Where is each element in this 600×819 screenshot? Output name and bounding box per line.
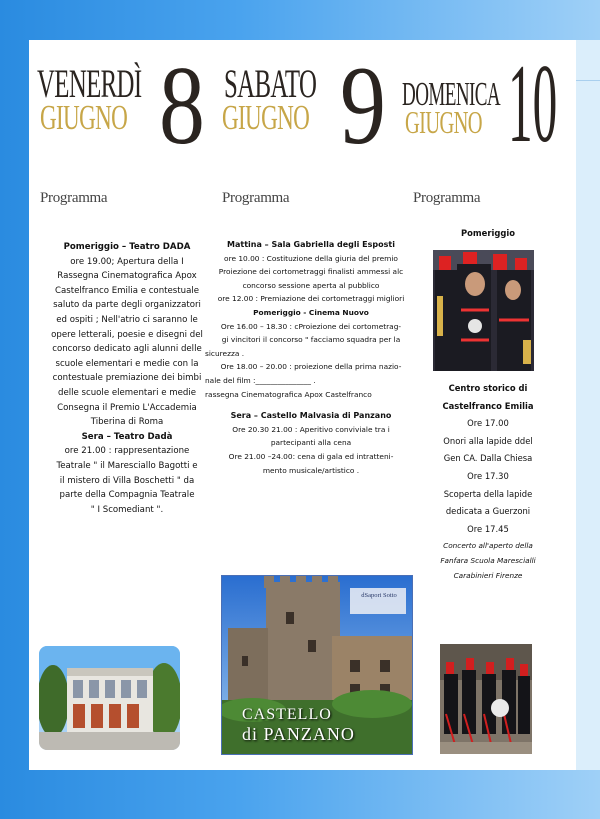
program-line: scuole elementari e medie con la: [55, 358, 199, 369]
program-line: Tiberina di Roma: [90, 417, 164, 428]
program-line: Carabinieri Firenze: [453, 571, 523, 581]
castle-caption-2: di PANZANO: [242, 724, 355, 744]
program-line: Fanfara Scuola Marescialli: [440, 556, 536, 566]
sunday-day: DOMENICA: [402, 76, 501, 113]
castello-panzano-photo: [221, 575, 413, 755]
program-line: sicurezza .: [205, 348, 245, 358]
program-line: Scoperta della lapide: [443, 488, 533, 499]
program-line: Ore 20.30 21.00 : Aperitivo conviviale tra i: [232, 424, 390, 434]
program-line: nale del film :_______________ .: [205, 375, 316, 385]
program-line: il mistero di Villa Boschetti " da: [59, 475, 195, 486]
program-line: Ore 17.30: [467, 470, 509, 481]
program-line: mento musicale/artistico .: [262, 465, 360, 475]
sunday-program-details: [432, 380, 544, 583]
program-line: Ore 21.00 –24.00: cena di gala ed intratteni-: [228, 451, 394, 461]
castle-logo-text: dSapori Sotto: [361, 592, 397, 599]
sunday-month: GIUGNO: [405, 104, 482, 140]
program-line: Concerto all'aperto della: [443, 541, 533, 551]
program-line: Teatrale " il Maresciallo Bagotti e: [56, 460, 198, 471]
program-line: Mattina – Sala Gabriella degli Esposti: [227, 240, 395, 249]
program-line: partecipanti alla cena: [270, 438, 352, 448]
programma-label-3: Programma: [413, 190, 481, 206]
program-line: Pomeriggio - Cinema Nuovo: [253, 307, 369, 317]
friday-program: [41, 240, 213, 517]
program-line: ore 21.00 : rappresentazione: [64, 446, 190, 457]
friday-month: GIUGNO: [40, 98, 128, 137]
program-line: gi vincitori il concorso " facciamo squadra per la: [221, 335, 401, 345]
program-line: Ore 18.00 – 20.00 : proiezione della prima nazio-: [220, 362, 402, 372]
program-line: ore 12.00 : Premiazione dei cortometraggi migliori: [217, 294, 405, 304]
program-line: ore 19.00; Apertura della I: [70, 256, 184, 267]
sunday-number: 10: [508, 42, 558, 166]
friday-number: 8: [159, 44, 205, 168]
friday-day: VENERDÌ: [37, 61, 142, 106]
programma-label-1: Programma: [40, 190, 108, 206]
program-line: " I Scomediant ".: [90, 504, 164, 515]
program-line: Centro storico di: [448, 383, 528, 393]
saturday-month: GIUGNO: [222, 98, 310, 137]
fanfara-photo: [433, 250, 534, 371]
program-line: delle scuole elementari e medie: [57, 387, 196, 398]
saturday-program: [205, 238, 417, 477]
program-line: ed ospiti ; Nell'atrio ci saranno le: [56, 314, 198, 325]
program-line: Pomeriggio: [461, 228, 515, 238]
program-line: Ore 17.00: [467, 418, 509, 429]
program-line: ore 10.00 : Costituzione della giuria del premio: [224, 253, 398, 263]
saturday-day: SABATO: [224, 61, 317, 106]
program-line: Gen CA. Dalla Chiesa: [443, 453, 533, 464]
program-line: Castelfranco Emilia: [442, 400, 534, 411]
program-line: parte della Compagnia Teatrale: [59, 490, 195, 501]
program-line: Castelfranco Emilia e contestuale: [54, 285, 200, 296]
side-stripe: [576, 40, 600, 770]
program-line: Onori alla lapide ddel: [443, 435, 533, 446]
castle-caption-1: CASTELLO: [242, 706, 332, 723]
program-line: Pomeriggio – Teatro DADA: [63, 242, 191, 252]
program-line: concorso dedicato agli alunni delle: [52, 344, 202, 355]
program-line: rassegna Cinematografica Apox Castelfranco: [205, 389, 372, 399]
program-line: Rassegna Cinematografica Apox: [57, 271, 197, 282]
program-line: saluto da parte degli organizzatori: [53, 300, 201, 311]
program-line: Sera – Teatro Dadà: [81, 431, 173, 442]
program-line: dedicata a Guerzoni: [445, 506, 531, 517]
program-line: Ore 17.45: [467, 523, 509, 534]
program-line: Ore 16.00 – 18.30 : cProiezione dei cortometrag-: [220, 321, 402, 331]
program-line: contestuale premiazione dei bimbi: [52, 373, 202, 384]
program-line: concorso sessione aperta al pubblico: [242, 280, 380, 290]
program-line: Sera – Castello Malvasia di Panzano: [230, 411, 392, 421]
teatro-dada-photo: [39, 646, 180, 750]
program-line: opere letterali, poesie e disegni del: [51, 329, 203, 340]
side-stripe-line: [576, 80, 600, 81]
carabinieri-band-photo: [440, 644, 532, 754]
program-line: Proiezione dei cortometraggi finalisti ammessi alc: [218, 267, 404, 277]
program-line: Consegna il Premio L'Accademia: [57, 402, 197, 413]
programma-label-2: Programma: [222, 190, 290, 206]
sunday-program: [432, 225, 544, 243]
saturday-number: 9: [340, 44, 386, 168]
